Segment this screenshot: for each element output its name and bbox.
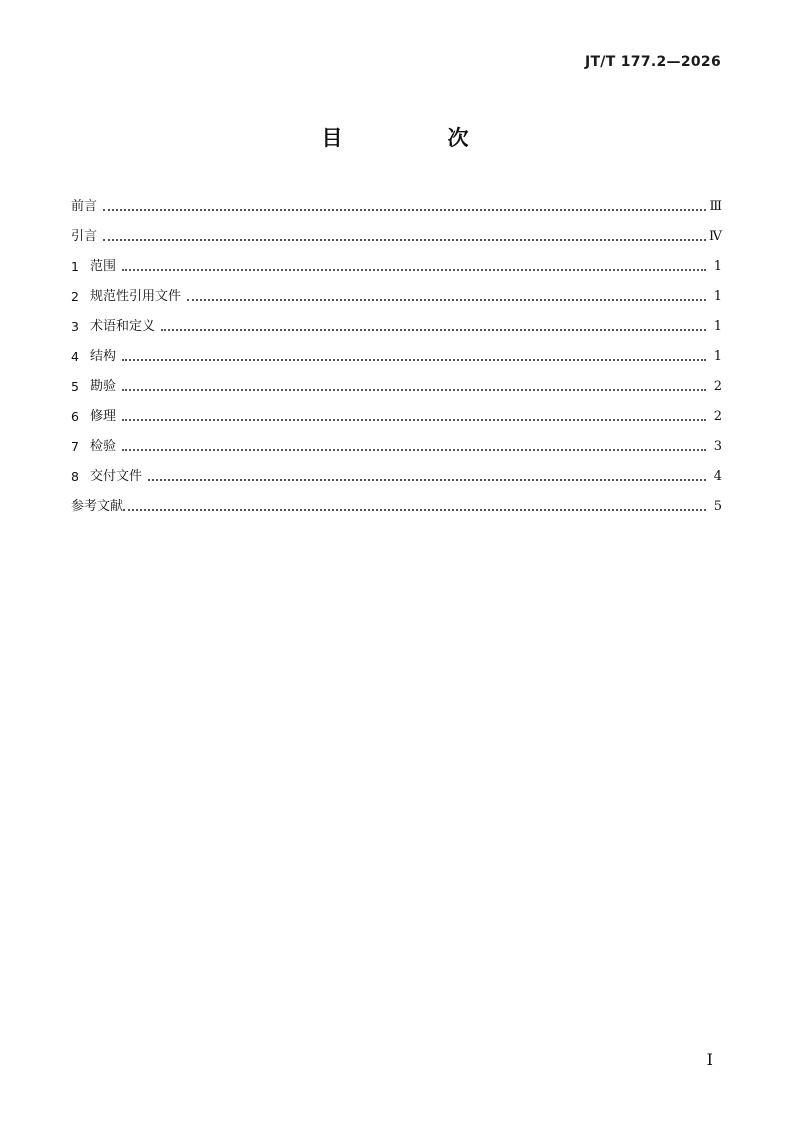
toc-dot-leader xyxy=(122,419,706,421)
toc-entry-label: 前言 xyxy=(71,199,98,214)
toc-entry-label: 引言 xyxy=(71,229,98,244)
toc-title: 目 次 xyxy=(321,126,511,150)
toc-dot-leader xyxy=(187,299,706,301)
toc-entry-label: 规范性引用文件 xyxy=(90,289,182,304)
toc-entry-page: 1 xyxy=(713,289,722,304)
toc-dot-leader xyxy=(103,239,706,241)
toc-dot-leader xyxy=(148,479,706,481)
toc-dot-leader xyxy=(122,269,706,271)
toc-entry-label: 修理 xyxy=(90,409,117,424)
toc-dot-leader xyxy=(161,329,706,331)
toc-entry-label: 交付文件 xyxy=(90,469,143,484)
toc-entry-terms-definitions[interactable] xyxy=(71,309,722,339)
toc-entry-page: 4 xyxy=(713,469,722,484)
toc-dot-leader xyxy=(123,509,706,511)
toc-entry-label: 术语和定义 xyxy=(90,319,156,334)
toc-entry-inspection[interactable] xyxy=(71,429,722,459)
toc-entry-label: 范围 xyxy=(90,259,117,274)
toc-entry-number: 8 xyxy=(71,469,79,484)
standard-code: JT/T 177.2—2026 xyxy=(584,54,721,70)
toc-entry-scope[interactable] xyxy=(71,249,722,279)
toc-entry-number: 7 xyxy=(71,439,79,454)
toc-entry-structure[interactable] xyxy=(71,339,722,369)
toc-entry-page: Ⅳ xyxy=(709,229,722,244)
toc-entry-bibliography[interactable] xyxy=(71,489,722,519)
toc-entry-label: 参考文献 xyxy=(71,499,124,514)
toc-entry-page: Ⅲ xyxy=(709,199,722,214)
toc-entry-repair[interactable] xyxy=(71,399,722,429)
toc-entry-normative-references[interactable] xyxy=(71,279,722,309)
toc-entry-label: 勘验 xyxy=(90,379,117,394)
toc-dot-leader xyxy=(103,209,706,211)
toc-entry-page: 5 xyxy=(713,499,722,514)
toc-entry-survey[interactable] xyxy=(71,369,722,399)
toc-entry-page: 1 xyxy=(713,259,722,274)
toc-entry-number: 1 xyxy=(71,259,79,274)
toc-entry-introduction[interactable] xyxy=(71,219,722,249)
toc-entry-page: 2 xyxy=(713,379,722,394)
toc-entry-number: 6 xyxy=(71,409,79,424)
toc-entry-page: 3 xyxy=(713,439,722,454)
toc-entry-foreword[interactable] xyxy=(71,189,722,219)
toc-entry-label: 结构 xyxy=(90,349,117,364)
toc-entry-page: 1 xyxy=(713,319,722,334)
toc-dot-leader xyxy=(122,389,706,391)
toc-entry-delivery-documents[interactable] xyxy=(71,459,722,489)
toc-list xyxy=(71,189,722,519)
toc-dot-leader xyxy=(122,449,706,451)
toc-entry-number: 3 xyxy=(71,319,79,334)
toc-entry-number: 5 xyxy=(71,379,79,394)
page-folio: I xyxy=(706,1050,713,1069)
toc-entry-page: 2 xyxy=(713,409,722,424)
toc-entry-number: 2 xyxy=(71,289,79,304)
toc-entry-label: 检验 xyxy=(90,439,117,454)
toc-dot-leader xyxy=(122,359,706,361)
toc-entry-page: 1 xyxy=(713,349,722,364)
toc-entry-number: 4 xyxy=(71,349,79,364)
